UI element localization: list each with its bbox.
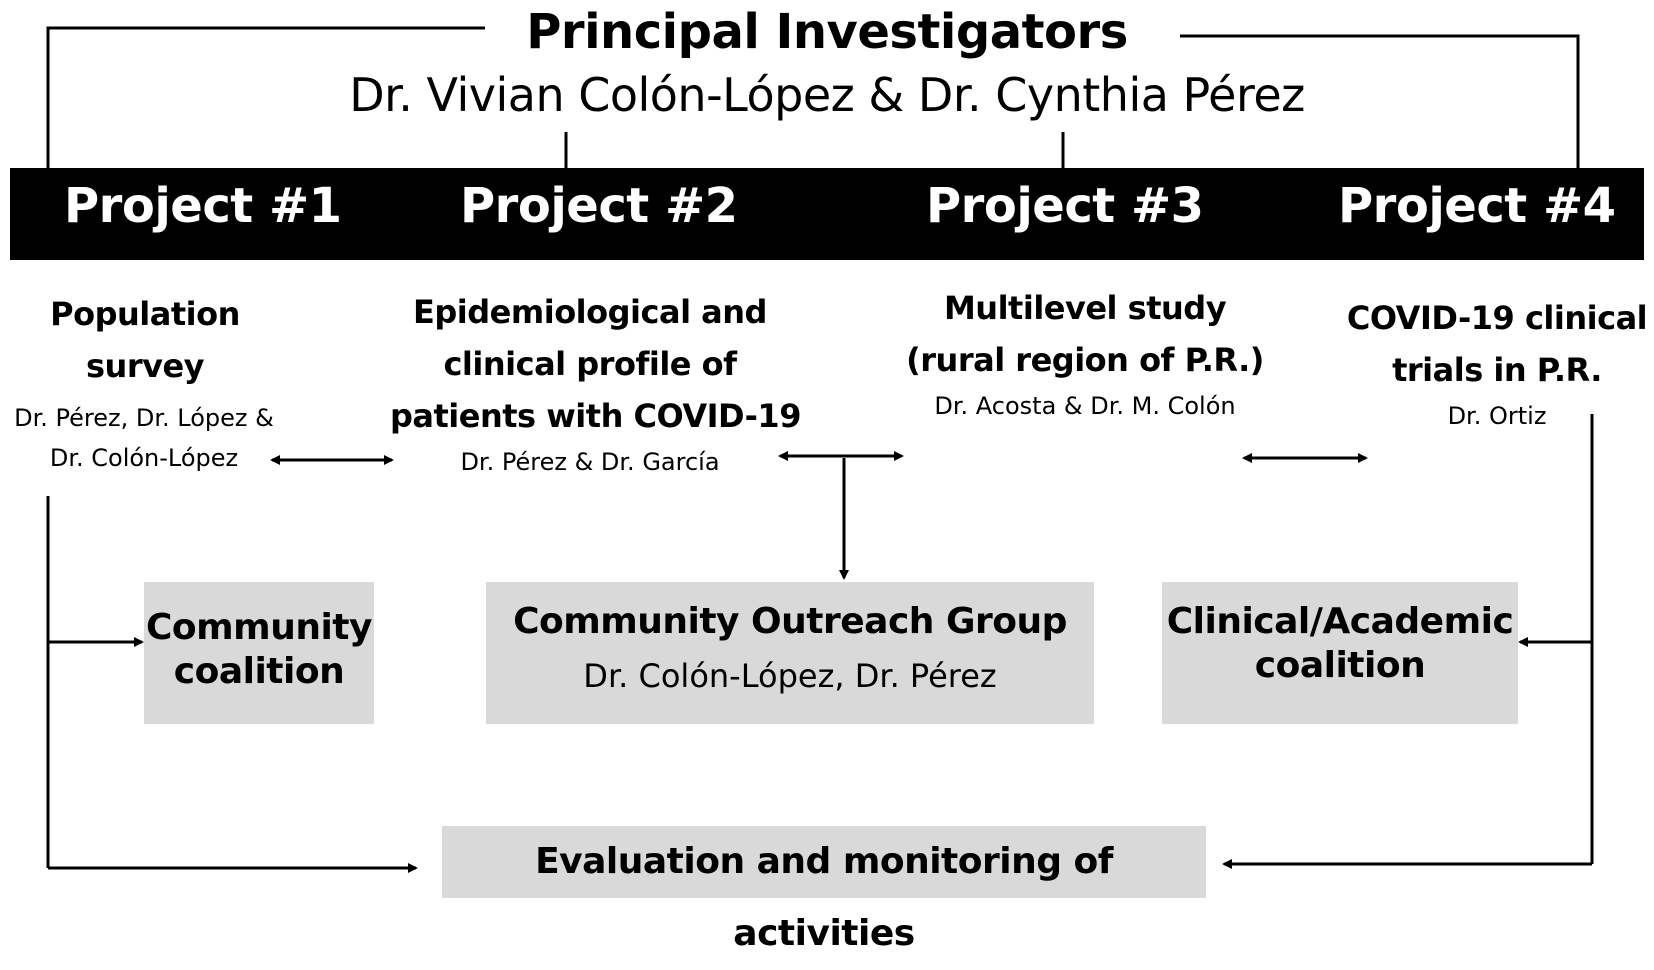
clinical-coalition-line: Clinical/Academic [1166,601,1514,642]
community-coalition-box [144,582,374,724]
project-3-description [900,282,1270,426]
evaluation-title: Evaluation and monitoring of activities [535,841,1113,954]
project-3-label: Project #3 [926,178,1204,234]
project-1-label: Project #1 [64,178,342,234]
project-4-description [1340,292,1654,436]
clinical-coalition-line: coalition [1254,645,1426,686]
outreach-group-members: Dr. Colón-López, Dr. Pérez [583,657,997,695]
project-4-title-line: COVID-19 clinical [1346,299,1648,337]
pi-title: Principal Investigators [526,4,1128,60]
project-1-investigators-line: Dr. Pérez, Dr. López & [14,404,274,432]
project-2-description [390,286,801,482]
community-coalition-line: Community [146,607,372,648]
project-4-title-line: trials in P.R. [1392,351,1602,389]
evaluation-box [442,826,1206,954]
project-3-title-line: Multilevel study [943,289,1227,327]
project-4-investigators: Dr. Ortiz [1447,402,1547,430]
project-1-investigators [4,398,284,478]
project-2-title-line: Epidemiological and [413,293,767,331]
project-3-investigators: Dr. Acosta & Dr. M. Colón [934,392,1236,420]
outreach-group-title: Community Outreach Group [513,601,1067,642]
project-4-label: Project #4 [1338,178,1616,234]
community-coalition-line: coalition [173,651,345,692]
outreach-group-box [486,582,1094,724]
project-1-description [20,288,270,392]
pi-names: Dr. Vivian Colón-López & Dr. Cynthia Pérez [349,68,1305,122]
project-3-title-line: (rural region of P.R.) [906,341,1264,379]
clinical-coalition-box [1162,582,1518,724]
project-1-title-line: Population [50,295,240,333]
project-2-title-line: patients with COVID-19 [390,397,801,435]
project-2-title-line: clinical profile of [443,345,737,383]
project-1-title-line: survey [85,347,205,385]
project-2-label: Project #2 [460,178,738,234]
project-1-investigators-line: Dr. Colón-López [49,444,239,472]
project-2-investigators: Dr. Pérez & Dr. García [460,448,720,476]
